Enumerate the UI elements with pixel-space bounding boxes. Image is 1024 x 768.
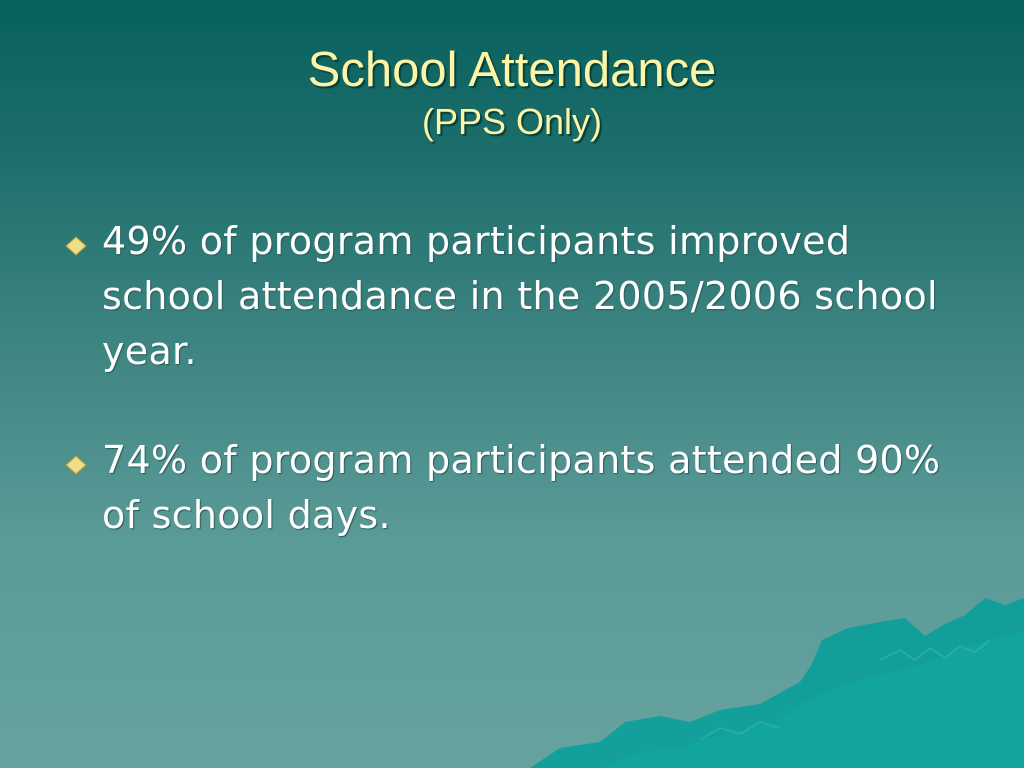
title-block: [0, 40, 1024, 144]
diamond-icon: [64, 455, 88, 475]
bullet-text: 49% of program participants improved school attendance in the 2005/2006 school year.: [102, 219, 938, 373]
bullet-item: [62, 214, 962, 379]
bullet-list: [62, 214, 962, 597]
bullet-item: [62, 433, 962, 543]
diamond-icon: [64, 236, 88, 256]
slide-subtitle: (PPS Only): [421, 101, 603, 142]
bullet-text: 74% of program participants attended 90% of school days.: [102, 438, 941, 537]
slide-title: School Attendance: [307, 43, 717, 97]
